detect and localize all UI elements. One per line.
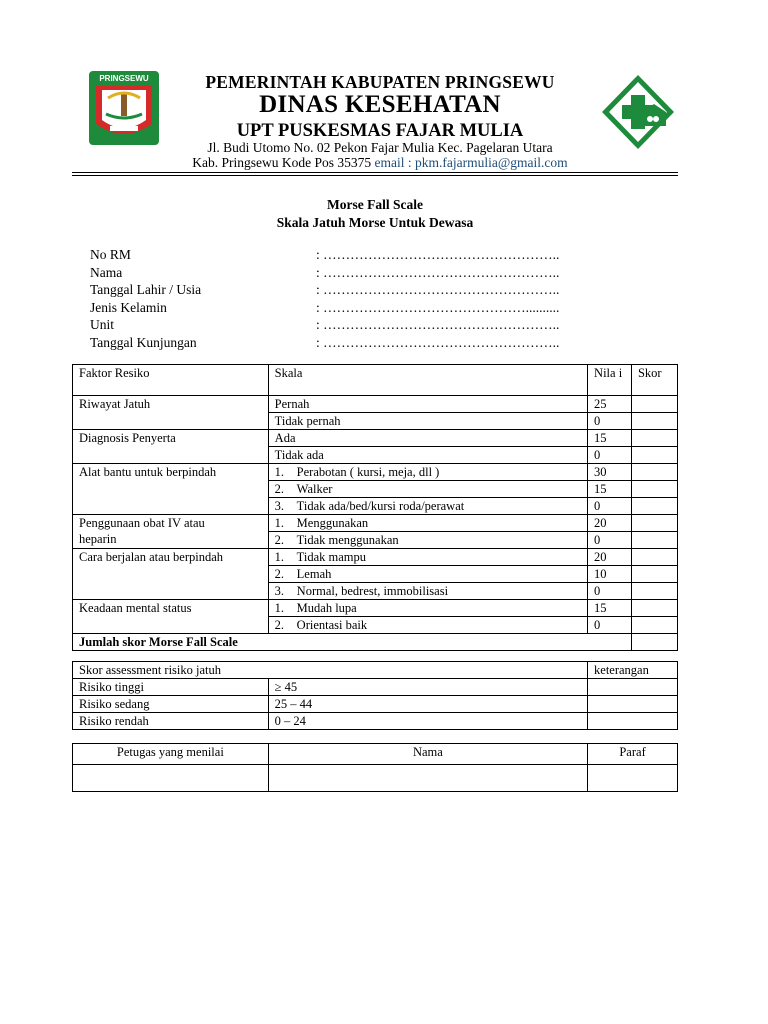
email-link[interactable]: email : pkm.fajarmulia@gmail.com (374, 155, 568, 170)
identity-label: No RM (90, 247, 131, 262)
skala-cell (268, 532, 587, 549)
skor-input-cell[interactable] (631, 498, 677, 515)
keterangan-cell[interactable] (588, 679, 678, 696)
skala-cell (268, 413, 587, 430)
identity-label: Nama (90, 264, 123, 280)
header-rule-thick (72, 175, 678, 176)
nilai-cell: 30 (588, 464, 632, 481)
header-faktor: Faktor Resiko (73, 365, 269, 396)
skala-cell (268, 396, 587, 413)
address-line-1: Jl. Budi Utomo No. 02 Pekon Fajar Mulia Kec. Pagelaran Utara (207, 140, 553, 155)
skala-text: Menggunakan (296, 516, 369, 530)
item-number: 1. (274, 601, 285, 615)
skor-input-cell[interactable] (631, 617, 677, 634)
table-row (73, 549, 678, 566)
skala-cell (268, 447, 587, 464)
faktor-cell: Cara berjalan atau berpindah (73, 549, 269, 600)
risk-label: Risiko rendah (73, 713, 269, 730)
identity-blank[interactable]: : …………………………………………….. (316, 264, 560, 280)
faktor-cell: Keadaan mental status (73, 600, 269, 634)
keterangan-cell[interactable] (588, 713, 678, 730)
nilai-cell: 0 (588, 583, 632, 600)
morse-score-table (72, 364, 678, 651)
nilai-cell: 0 (588, 532, 632, 549)
skor-input-cell[interactable] (631, 447, 677, 464)
signature-header-row (73, 744, 678, 765)
risk-header-row (73, 662, 678, 679)
skala-cell (268, 583, 587, 600)
risk-range: 0 – 24 (268, 713, 587, 730)
skor-input-cell[interactable] (631, 549, 677, 566)
item-number: 2. (274, 482, 285, 496)
skala-text: Tidak mampu (296, 550, 367, 564)
nilai-cell: 15 (588, 600, 632, 617)
skala-text: Orientasi baik (296, 618, 368, 632)
item-number: 3. (274, 584, 285, 598)
table-header-row (73, 365, 678, 396)
skala-cell (268, 498, 587, 515)
nilai-cell: 20 (588, 515, 632, 532)
risk-label: Risiko sedang (73, 696, 269, 713)
address-line-2 (160, 155, 600, 171)
paraf-cell[interactable] (588, 765, 678, 792)
pringsewu-regency-logo (88, 70, 160, 146)
header-skor: Skor (631, 365, 677, 396)
risk-row (73, 713, 678, 730)
government-title: PEMERINTAH KABUPATEN PRINGSEWU (205, 72, 555, 92)
signature-row (73, 765, 678, 792)
identity-blank[interactable]: : …………………………………………….. (316, 282, 560, 297)
item-number: 1. (274, 465, 285, 479)
faktor-line: heparin (79, 532, 117, 546)
skala-text: Walker (296, 482, 333, 496)
item-number: 2. (274, 618, 285, 632)
skor-input-cell[interactable] (631, 566, 677, 583)
header-rule-thin (72, 172, 678, 173)
identity-blank[interactable]: : ……………………………………….......... (316, 299, 560, 315)
identity-blank[interactable]: : …………………………………………….. (316, 317, 560, 332)
faktor-cell: Riwayat Jatuh (73, 396, 269, 430)
skala-cell (268, 481, 587, 498)
nilai-cell: 0 (588, 413, 632, 430)
identity-label: Jenis Kelamin (90, 299, 167, 315)
skor-input-cell[interactable] (631, 532, 677, 549)
skala-cell (268, 549, 587, 566)
logo-left-text: PRINGSEWU (99, 74, 149, 83)
health-center-title: UPT PUSKESMAS FAJAR MULIA (236, 121, 524, 141)
total-label: Jumlah skor Morse Fall Scale (73, 634, 632, 651)
risk-range: ≥ 45 (268, 679, 587, 696)
risk-row (73, 696, 678, 713)
skor-input-cell[interactable] (631, 396, 677, 413)
nilai-cell: 10 (588, 566, 632, 583)
skala-text: Tidak pernah (274, 414, 341, 428)
table-row (73, 600, 678, 617)
risk-range: 25 – 44 (268, 696, 587, 713)
skala-text: Perabotan ( kursi, meja, dll ) (296, 465, 440, 479)
form-title: Morse Fall Scale (327, 197, 423, 212)
skor-input-cell[interactable] (631, 430, 677, 447)
nilai-cell: 0 (588, 447, 632, 464)
item-number: 1. (274, 550, 285, 564)
header-skala: Skala (268, 365, 587, 396)
header-nilai: Nila i (588, 365, 632, 396)
identity-label: Unit (90, 317, 115, 332)
skor-input-cell[interactable] (631, 413, 677, 430)
table-row (73, 515, 678, 532)
nilai-cell: 0 (588, 617, 632, 634)
petugas-cell[interactable] (73, 765, 269, 792)
skor-input-cell[interactable] (631, 464, 677, 481)
faktor-cell: Diagnosis Penyerta (73, 430, 269, 464)
nilai-cell: 15 (588, 430, 632, 447)
nama-header: Nama (268, 744, 587, 765)
skala-text: Pernah (274, 397, 310, 411)
agency-title: DINAS KESEHATAN (259, 91, 501, 118)
skala-cell (268, 566, 587, 583)
item-number: 2. (274, 533, 285, 547)
nama-cell[interactable] (268, 765, 587, 792)
skala-cell (268, 430, 587, 447)
table-row (73, 464, 678, 481)
keterangan-header: keterangan (588, 662, 678, 679)
skala-text: Ada (274, 431, 296, 445)
identity-label: Tanggal Lahir / Usia (90, 282, 202, 297)
keterangan-cell[interactable] (588, 696, 678, 713)
table-row (73, 396, 678, 413)
skala-text: Mudah lupa (296, 601, 357, 615)
skala-cell (268, 464, 587, 481)
total-score-cell[interactable] (631, 634, 677, 651)
form-subtitle: Skala Jatuh Morse Untuk Dewasa (276, 215, 474, 230)
identity-blank[interactable]: : …………………………………………….. (316, 247, 560, 262)
nilai-cell: 0 (588, 498, 632, 515)
skala-cell (268, 617, 587, 634)
paraf-header: Paraf (588, 744, 678, 765)
nilai-cell: 15 (588, 481, 632, 498)
table-row (73, 430, 678, 447)
identity-blank[interactable]: : …………………………………………….. (316, 334, 560, 350)
puskesmas-logo (598, 72, 678, 152)
skala-text: Normal, bedrest, immobilisasi (296, 584, 449, 598)
faktor-line: Penggunaan obat IV atau (79, 516, 205, 530)
item-number: 1. (274, 516, 285, 530)
nilai-cell: 25 (588, 396, 632, 413)
risk-header: Skor assessment risiko jatuh (73, 662, 588, 679)
faktor-cell (73, 515, 269, 549)
signature-table (72, 743, 678, 792)
skor-input-cell[interactable] (631, 481, 677, 498)
risk-row (73, 679, 678, 696)
petugas-header: Petugas yang menilai (73, 744, 269, 765)
skala-cell (268, 515, 587, 532)
address-postal: Kab. Pringsewu Kode Pos 35375 (192, 155, 372, 170)
skor-input-cell[interactable] (631, 600, 677, 617)
skala-text: Tidak ada (274, 448, 324, 462)
skor-input-cell[interactable] (631, 515, 677, 532)
identity-label: Tanggal Kunjungan (90, 334, 197, 350)
skala-text: Lemah (296, 567, 332, 581)
item-number: 3. (274, 499, 285, 513)
nilai-cell: 20 (588, 549, 632, 566)
skala-cell (268, 600, 587, 617)
skor-input-cell[interactable] (631, 583, 677, 600)
risk-label: Risiko tinggi (73, 679, 269, 696)
faktor-cell: Alat bantu untuk berpindah (73, 464, 269, 515)
skala-text: Tidak ada/bed/kursi roda/perawat (296, 499, 465, 513)
total-row (73, 634, 678, 651)
item-number: 2. (274, 567, 285, 581)
skala-text: Tidak menggunakan (296, 533, 399, 547)
risk-assessment-table (72, 661, 678, 730)
